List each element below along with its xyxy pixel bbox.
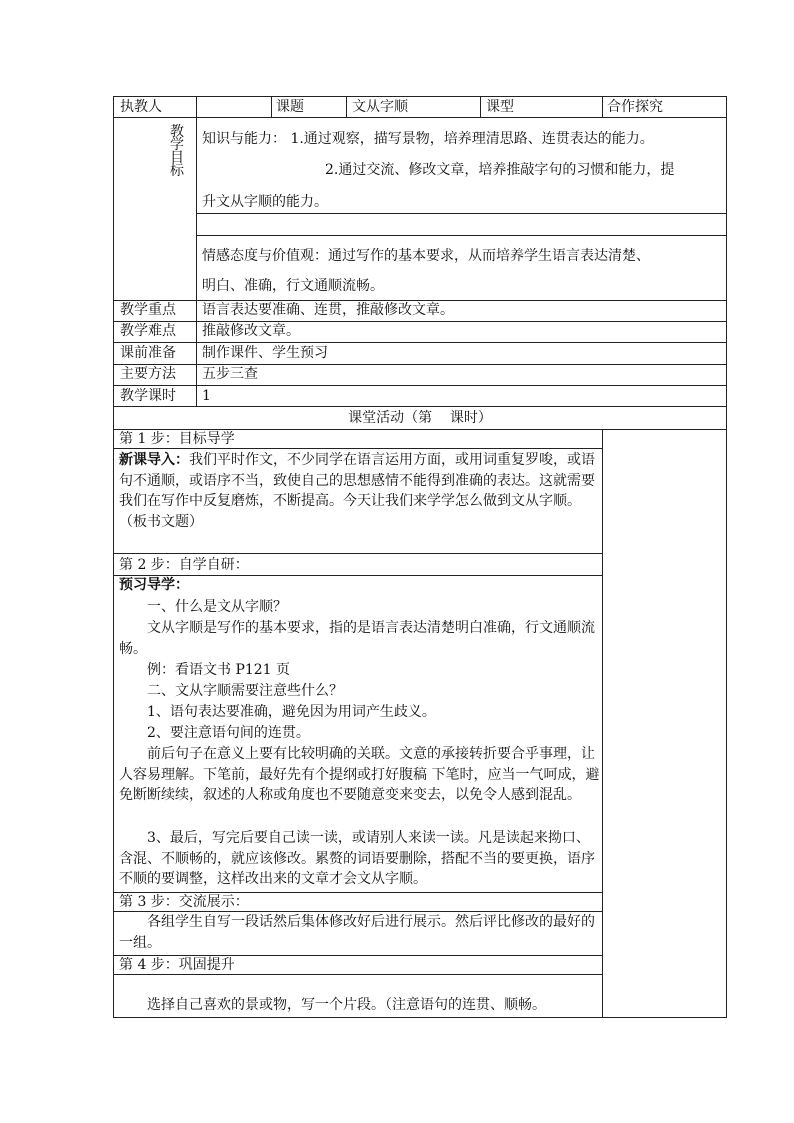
teacher-label: 执教人 <box>120 99 162 115</box>
table-rule <box>196 96 197 118</box>
table-rule <box>196 235 727 236</box>
objectives-label: 教学目标 <box>170 124 184 179</box>
difficulty-value: 推敲修改文章。 <box>202 323 300 339</box>
objective-emotion-line1: 情感态度与价值观：通过写作的基本要求，从而培养学生语言表达清楚、 <box>202 248 650 264</box>
topic-value: 文从字顺 <box>352 99 408 115</box>
step2-example: 例：看语文书 P121 页 <box>147 662 291 678</box>
objective-emotion-line2: 明白、准确，行文通顺流畅。 <box>202 278 384 294</box>
key-point-label: 教学重点 <box>120 302 176 318</box>
type-value: 合作探究 <box>607 99 663 115</box>
table-rule <box>196 213 727 214</box>
step2-lead: 预习导学： <box>119 577 189 593</box>
step2-point3: 3、最后，写完后要自己读一读，或请别人来读一读。凡是读起来拗口、含混、不顺畅的，就应该修改。累赘的词语要删除，搭配不当的要更换，语序不顺的要调整，这样改出来的文章才会文从字顺。 <box>119 830 595 887</box>
table-rule <box>346 96 347 118</box>
table-border-bottom <box>113 1017 727 1018</box>
step2-point1: 1、语句表达要准确，避免因为用词产生歧义。 <box>147 704 436 720</box>
table-rule <box>602 96 603 118</box>
objective-knowledge-line2: 2.通过交流、修改文章，培养推敲字句的习惯和能力，提 <box>325 162 675 178</box>
step1-title: 第 1 步：目标导学 <box>119 431 235 447</box>
type-label: 课型 <box>486 99 514 115</box>
table-rule <box>113 553 603 554</box>
step3-body: 各组学生自写一段话然后集体修改好后进行展示。然后评比修改的最好的一组。 <box>119 914 595 951</box>
step2-answer1: 文从字顺是写作的基本要求，指的是语言表达清楚明白准确，行文通顺流畅。 <box>119 620 595 657</box>
objective-knowledge-line3: 升文从字顺的能力。 <box>202 194 328 210</box>
table-rule <box>602 429 603 1018</box>
lesson-plan-table <box>113 96 727 1018</box>
objective-knowledge-line1: 知识与能力： 1.通过观察，描写景物，培养理清思路、连贯表达的能力。 <box>202 131 654 147</box>
table-border-right <box>726 96 727 1018</box>
periods-label: 教学课时 <box>120 388 176 404</box>
preparation-value: 制作课件、学生预习 <box>202 345 328 361</box>
table-rule <box>271 96 272 118</box>
key-point-value: 语言表达要准确、连贯，推敲修改文章。 <box>202 302 454 318</box>
step1-body <box>119 450 600 532</box>
table-rule <box>113 406 727 407</box>
step4-body: 选择自己喜欢的景或物，写一个片段。（注意语句的连贯、顺畅。 <box>147 997 546 1013</box>
table-rule <box>480 96 481 118</box>
step1-text: 我们平时作文，不少同学在语言运用方面，或用词重复罗唆，或语句不通顺，或语序不当，致使自己的思想感情不能得到准确的表达。这就需要我们在写作中反复磨炼，不断提高。今天让我们来学学怎么做到文从字顺。（板书文题） <box>119 452 595 530</box>
method-value: 五步三查 <box>202 366 258 382</box>
topic-label: 课题 <box>276 99 304 115</box>
method-label: 主要方法 <box>120 366 176 382</box>
preparation-label: 课前准备 <box>120 345 176 361</box>
activity-title: 课堂活动（第 课时） <box>348 410 492 426</box>
difficulty-label: 教学难点 <box>120 323 176 339</box>
step2-point2-detail: 前后句子在意义上要有比较明确的关联。文意的承接转折要合乎事理，让人容易理解。下笔前，最好先有个提纲或打好腹稿 下笔时，应当一气呵成，避免断断续续，叙述的人称或角度也不要随意变来变去，以免令人感到混乱。 <box>119 746 600 803</box>
step2-point2: 2、要注意语句间的连贯。 <box>147 725 310 741</box>
step4-title: 第 4 步：巩固提升 <box>119 957 235 973</box>
step2-title: 第 2 步：自学自研： <box>119 557 249 573</box>
periods-value: 1 <box>202 388 211 404</box>
step2-question2: 二、文从字顺需要注意些什么？ <box>147 683 343 699</box>
step3-title: 第 3 步：交流展示： <box>119 894 249 910</box>
step2-question1: 一、什么是文从字顺？ <box>147 599 287 615</box>
table-rule <box>113 117 727 118</box>
table-border-left <box>113 96 114 1018</box>
table-rule <box>196 117 197 407</box>
step1-lead: 新课导入： <box>119 452 189 468</box>
